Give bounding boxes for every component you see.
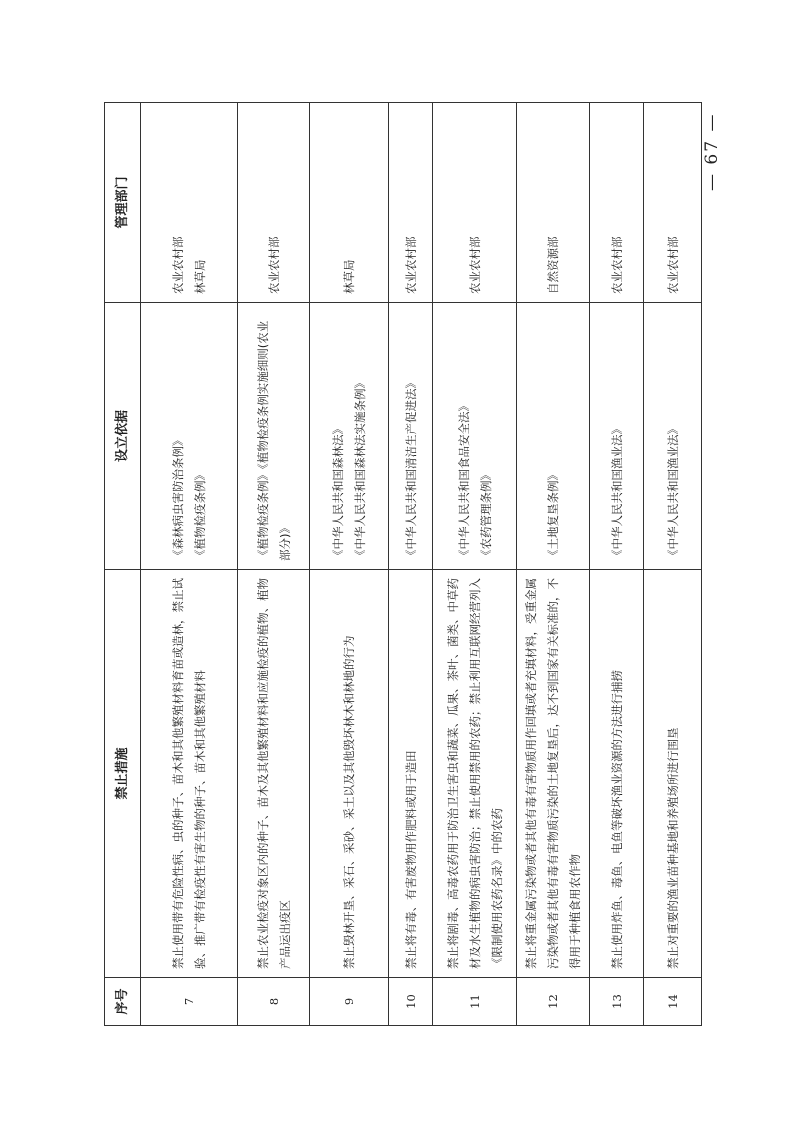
row-number: 14 (644, 978, 702, 1026)
dept-text (433, 103, 517, 303)
header-no: 序号 (105, 978, 141, 1026)
measure-text: 禁止对重要的渔业苗种基地和养殖场所进行围垦 (644, 570, 702, 978)
dept-line: 农业农村部 (665, 236, 680, 294)
table-header-row (105, 103, 141, 1026)
basis-line: 《中华人民共和国渔业法》 (665, 423, 680, 561)
basis-text (517, 303, 590, 570)
basis-text (310, 303, 389, 570)
table-row (141, 103, 238, 1026)
dept-line: 农业农村部 (609, 236, 624, 294)
dept-text (517, 103, 590, 303)
basis-line: 《中华人民共和国森林法实施条例》 (353, 377, 367, 561)
basis-line: 《中华人民共和国清洁生产促进法》 (403, 377, 418, 561)
measure-text: 禁止毁林开垦、采石、采砂、采土以及其他毁坏林木和林地的行为 (310, 570, 389, 978)
dept-text (590, 103, 644, 303)
measure-text: 禁止将剧毒、高毒农药用于防治卫生害虫和蔬菜、瓜果、茶叶、菌类、中草药材及水生植物的病虫害防治；禁止使用禁用的农药；禁止利用互联网经营列入《限制使用农药名录》中的农药 (433, 570, 517, 978)
dept-text (389, 103, 433, 303)
basis-text (590, 303, 644, 570)
basis-line: 《植物检疫条例》 (193, 469, 207, 561)
basis-line: 《中华人民共和国渔业法》 (609, 423, 624, 561)
basis-line: 《森林病虫害防治条例》 (171, 434, 185, 561)
dept-text (238, 103, 310, 303)
basis-text (238, 303, 310, 570)
page-number: — 67 — (702, 112, 722, 191)
measure-text: 禁止农业检疫对象区内的种子、苗木及其他繁殖材料和应施检疫的植物、植物产品运出疫区 (238, 570, 310, 978)
measure-text: 禁止使用炸鱼、毒鱼、电鱼等破坏渔业资源的方法进行捕捞 (590, 570, 644, 978)
basis-line: 《土地复垦条例》 (546, 469, 560, 561)
basis-line: 《农药管理条例》 (478, 469, 493, 561)
basis-line: 《中华人民共和国森林法》 (331, 423, 345, 561)
basis-text (389, 303, 433, 570)
row-number: 7 (141, 978, 238, 1026)
row-number: 11 (433, 978, 517, 1026)
table-row (590, 103, 644, 1026)
dept-line: 农业农村部 (403, 236, 418, 294)
table-row (644, 103, 702, 1026)
row-number: 10 (389, 978, 433, 1026)
table-row (238, 103, 310, 1026)
measure-text: 禁止将有毒、有害废物用作肥料或用于造田 (389, 570, 433, 978)
table-row (433, 103, 517, 1026)
table-row (517, 103, 590, 1026)
prohibition-measures-table (104, 102, 702, 1026)
row-number: 13 (590, 978, 644, 1026)
row-number: 9 (310, 978, 389, 1026)
row-number: 12 (517, 978, 590, 1026)
header-basis: 设立依据 (105, 303, 141, 570)
dept-line: 林草局 (342, 259, 356, 294)
header-dept: 管理部门 (105, 103, 141, 303)
basis-line: 《植物检疫条例》《植物检疫条例实施细则(农业部分)》 (255, 320, 292, 561)
dept-text (141, 103, 238, 303)
dept-line: 农业农村部 (171, 236, 185, 294)
basis-line: 《中华人民共和国食品安全法》 (456, 400, 471, 561)
row-number: 8 (238, 978, 310, 1026)
measure-text: 禁止将重金属污染物或者其他有毒有害物质用作回填或者充填材料，受重金属污染物或者其他有毒有害物质污染的土地复垦后，达不到国家有关标准的，不得用于种植食用农作物 (517, 570, 590, 978)
header-measure: 禁止措施 (105, 570, 141, 978)
dept-text (644, 103, 702, 303)
dept-line: 自然资源部 (546, 236, 560, 294)
table-row (310, 103, 389, 1026)
dept-line: 农业农村部 (467, 236, 482, 294)
measure-text: 禁止使用带有危险性病、虫的种子、苗木和其他繁殖材料育苗或造林，禁止试验、推广带有检疫性有害生物的种子、苗木和其他繁殖材料 (141, 570, 238, 978)
basis-text (644, 303, 702, 570)
dept-line: 林草局 (193, 259, 207, 294)
dept-line: 农业农村部 (266, 236, 281, 294)
basis-text (433, 303, 517, 570)
basis-text (141, 303, 238, 570)
table-row (389, 103, 433, 1026)
dept-text (310, 103, 389, 303)
